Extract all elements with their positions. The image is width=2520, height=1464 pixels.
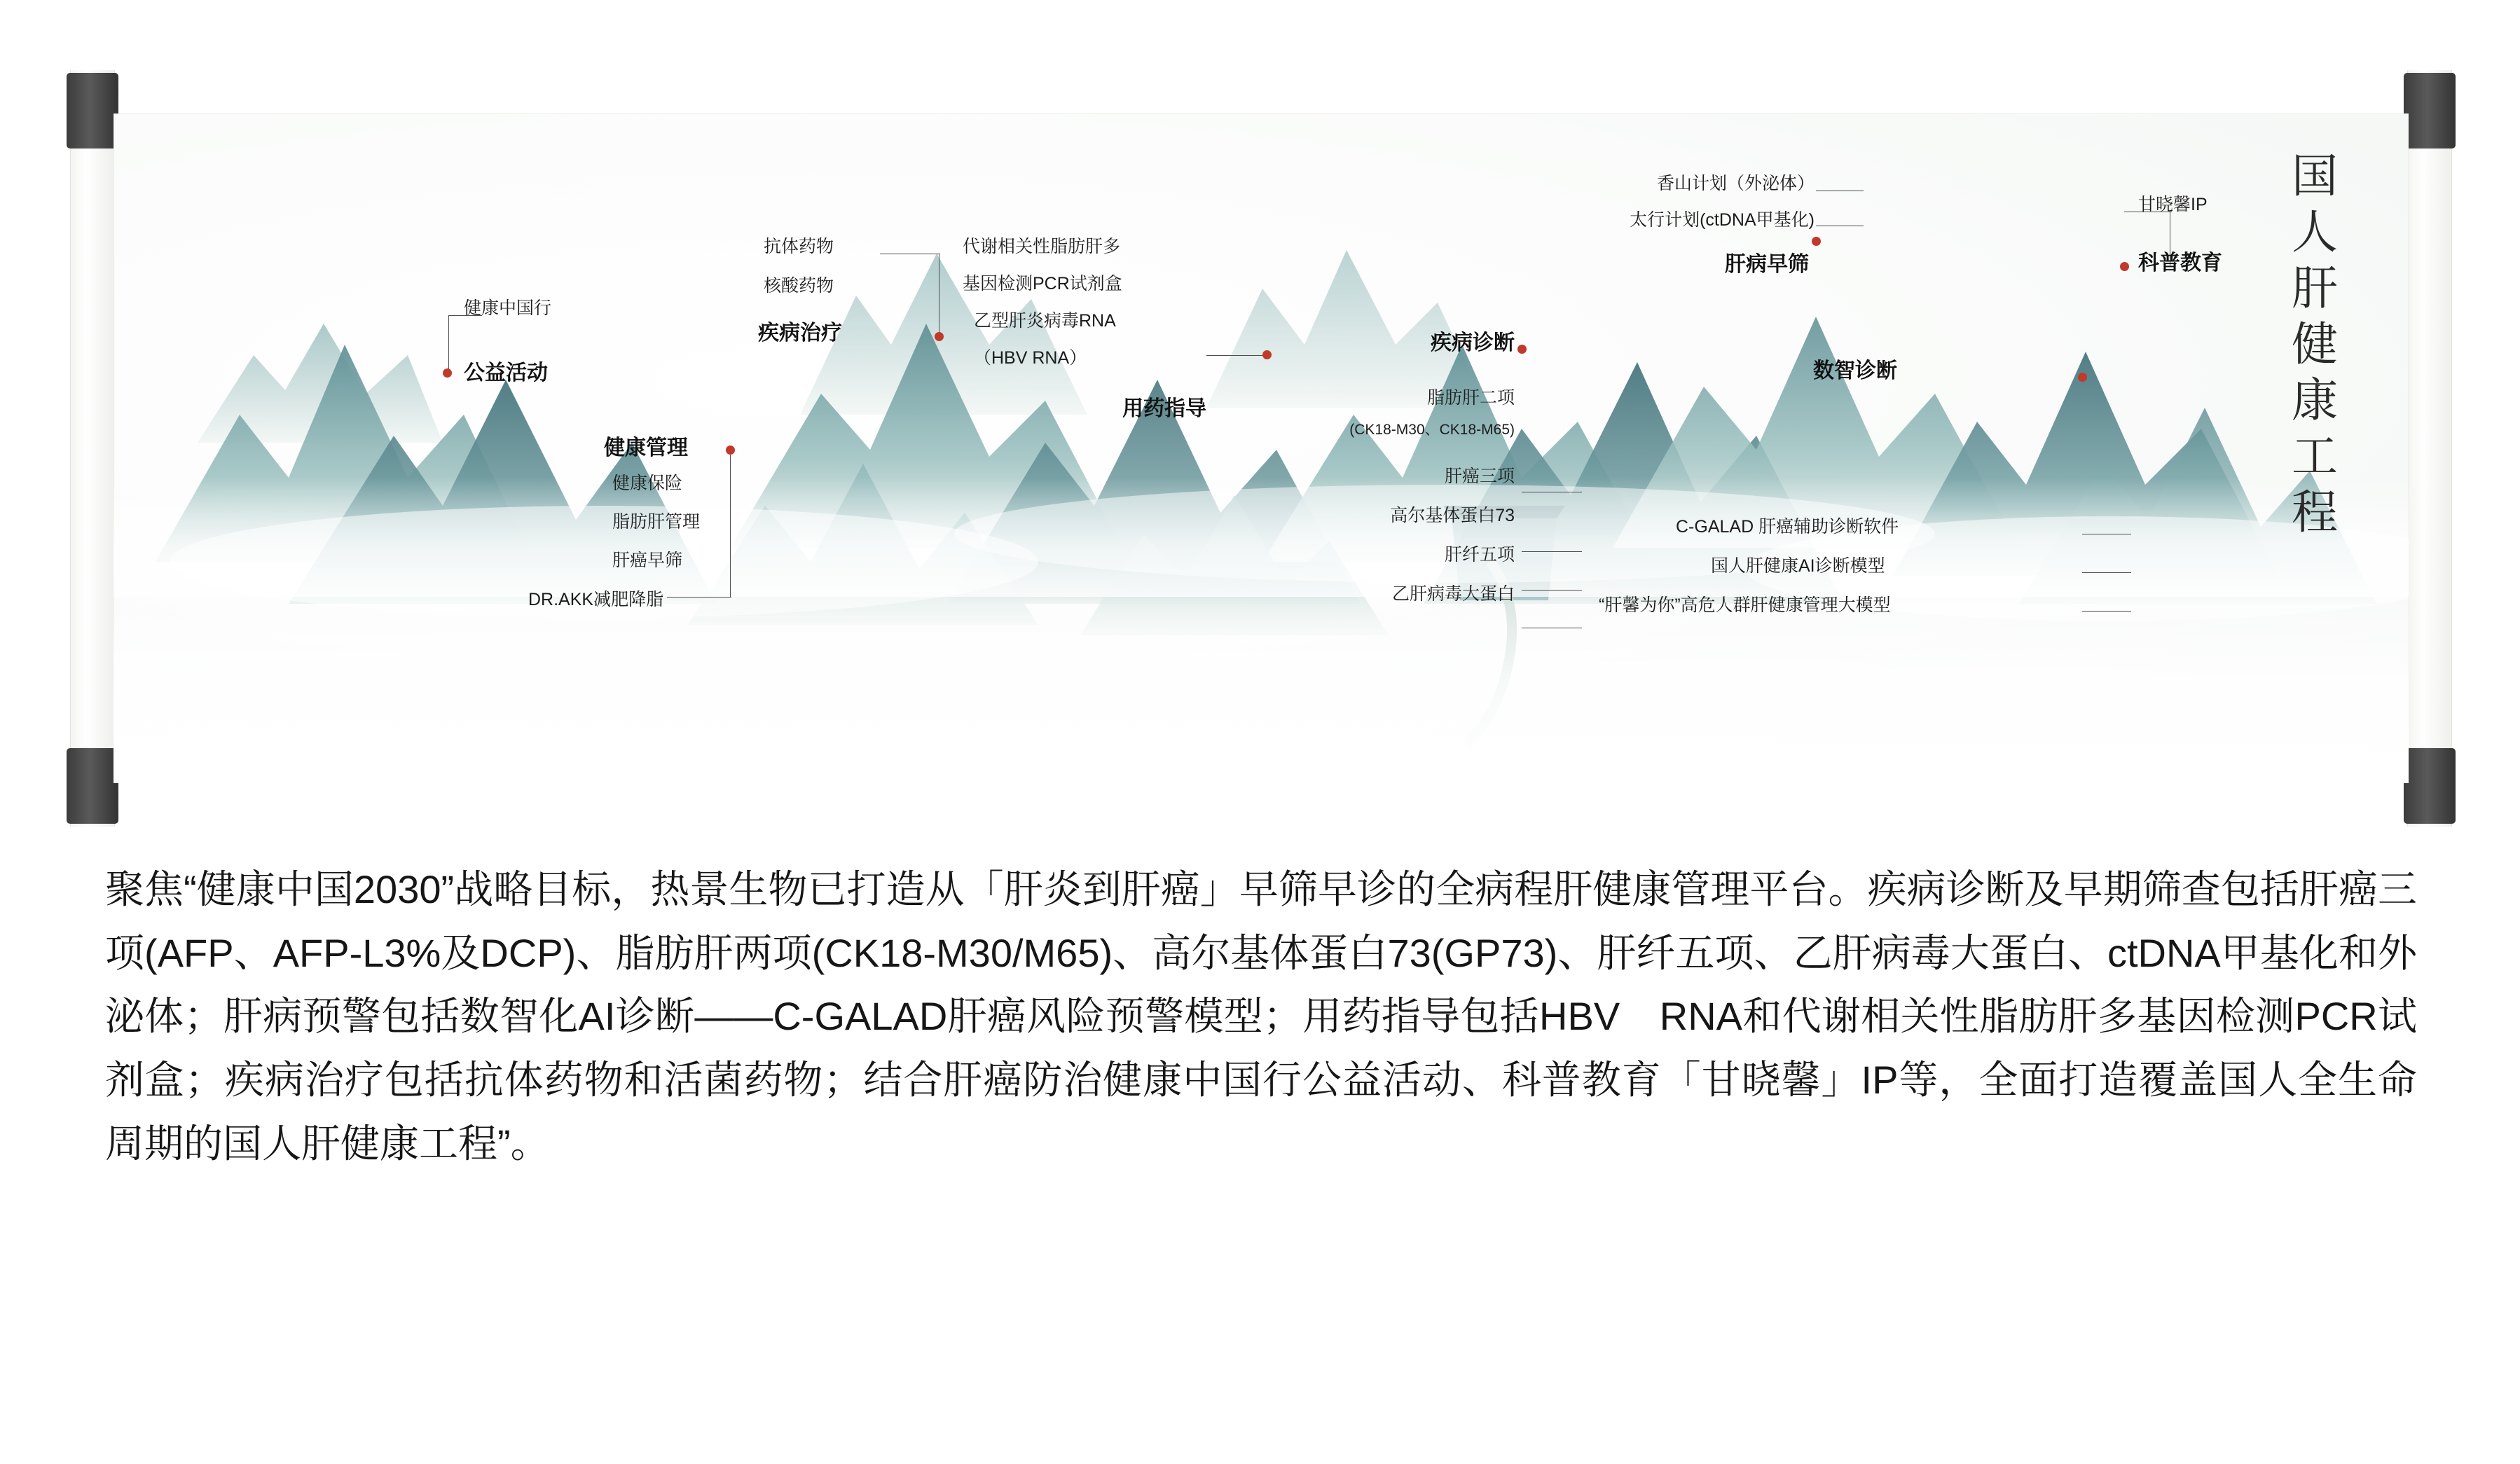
annotation-gongyi-sub: 健康中国行 [464,298,552,318]
marker-jiankang [726,446,735,455]
annotation-shuzhi-sub2: 国人肝健康AI诊断模型 [1711,556,1885,576]
description-paragraph [105,858,2417,1176]
annotation-zhenduan-sub1: 脂肪肝二项 [1426,388,1515,408]
annotation-zhenduan-sub6: 乙肝病毒大蛋白 [1391,584,1515,604]
roller-knob-top-right [2404,73,2456,149]
annotation-yongyao-head: 用药指导 [1122,397,1206,420]
annotation-shuzhi-sub1: C-GALAD 肝癌辅助诊断软件 [1676,517,1899,537]
marker-shuzhi [2078,373,2087,382]
annotation-zhenduan-head: 疾病诊断 [1431,331,1515,354]
annotation-zhenduan-sub3: 肝癌三项 [1444,467,1515,486]
annotation-zaoshai-sub2: 太行计划(ctDNA甲基化) [1630,210,1815,230]
title-char-4: 康 [2292,375,2338,427]
marker-gongyi [443,368,452,378]
annotation-jibing-sub1: 抗体药物 [764,237,834,256]
leader-jiankang-v [730,450,731,597]
annotation-yongyao-sub4: （HBV RNA） [974,348,1087,368]
marker-kepu [2120,262,2129,271]
annotation-jiankang-sub2: 脂肪肝管理 [612,512,701,532]
annotation-yongyao-sub2: 基因检测PCR试剂盒 [963,274,1122,294]
annotation-shuzhi-head: 数智诊断 [1813,359,1897,382]
scroll-roller-right [2407,70,2452,827]
annotation-yongyao-sub3: 乙型肝炎病毒RNA [974,311,1116,331]
scroll-roller-left [70,70,115,827]
painting-canvas [113,113,2409,783]
annotation-yongyao-sub1: 代谢相关性脂肪肝多 [963,237,1121,256]
roller-knob-top-left [67,73,118,149]
title-char-5: 工 [2292,431,2338,483]
annotation-kepu-sub1: 甘晓馨IP [2138,195,2208,214]
annotation-jibing-head: 疾病治疗 [758,322,842,345]
marker-yongyao [1262,350,1272,359]
annotation-zhenduan-sub2: (CK18-M30、CK18-M65) [1349,422,1515,438]
title-char-2: 肝 [2292,263,2338,315]
annotation-jibing-sub2: 核酸药物 [764,276,834,296]
vertical-title [2273,151,2357,728]
annotation-shuzhi-sub3: “肝馨为你”高危人群肝健康管理大模型 [1599,595,1891,615]
ink-mountain-illustration [113,113,2409,783]
title-char-1: 人 [2292,207,2338,258]
description-text: 聚焦“健康中国2030”战略目标，热景生物已打造从「肝炎到肝癌」早筛早诊的全病程肝健康管理平台。疾病诊断及早期筛查包括肝癌三项(AFP、AFP-L3%及DCP)、脂肪肝两项(CK18-M30/M65)、高尔基体蛋白73(GP73)、肝纤五项、乙肝病毒大蛋白、ctDNA甲基化和外泌体；肝病预警包括数智化AI诊断——C-GALAD肝癌风险预警模型；用药指导包括HBV RNA和代谢相关性脂肪肝多基因检测PCR试剂盒；疾病治疗包括抗体药物和活菌药物；结合肝癌防治健康中国行公益活动、科普教育「甘晓馨」IP等，全面打造覆盖国人全生命周期的国人肝健康工程”。 [105,867,2417,1166]
title-char-0: 国 [2292,151,2338,202]
leader-shuzhi-h3 [2082,611,2131,612]
title-char-6: 程 [2292,488,2338,539]
leader-yongyao-h [1206,355,1267,356]
roller-knob-bottom-right [2404,748,2456,824]
marker-zaoshai [1812,237,1821,246]
annotation-jiankang-sub4: DR.AKK减肥降脂 [528,590,664,609]
annotation-jiankang-sub3: 肝癌早筛 [612,551,683,570]
annotation-gongyi-head: 公益活动 [464,361,548,385]
leader-shuzhi-h2 [2082,572,2131,573]
annotation-zhenduan-sub4: 高尔基体蛋白73 [1390,506,1515,525]
leader-zhenduan-h2 [1522,551,1582,552]
annotation-zaoshai-head: 肝病早筛 [1725,253,1809,276]
marker-zhenduan [1517,345,1527,354]
title-char-3: 健 [2292,319,2338,371]
annotation-zhenduan-sub5: 肝纤五项 [1444,545,1515,565]
scroll-paper [113,113,2409,783]
roller-knob-bottom-left [67,748,118,824]
annotation-kepu-head: 科普教育 [2138,251,2222,275]
leader-zhenduan-h3 [1522,590,1582,591]
leader-gongyi-v [448,315,449,373]
scroll-painting [70,70,2452,827]
annotation-jiankang-head: 健康管理 [604,436,688,460]
annotation-zaoshai-sub1: 香山计划（外泌体） [1656,174,1815,193]
leader-jiankang-h [667,597,731,598]
marker-jibing [935,332,944,341]
annotation-jiankang-sub1: 健康保险 [612,474,683,493]
